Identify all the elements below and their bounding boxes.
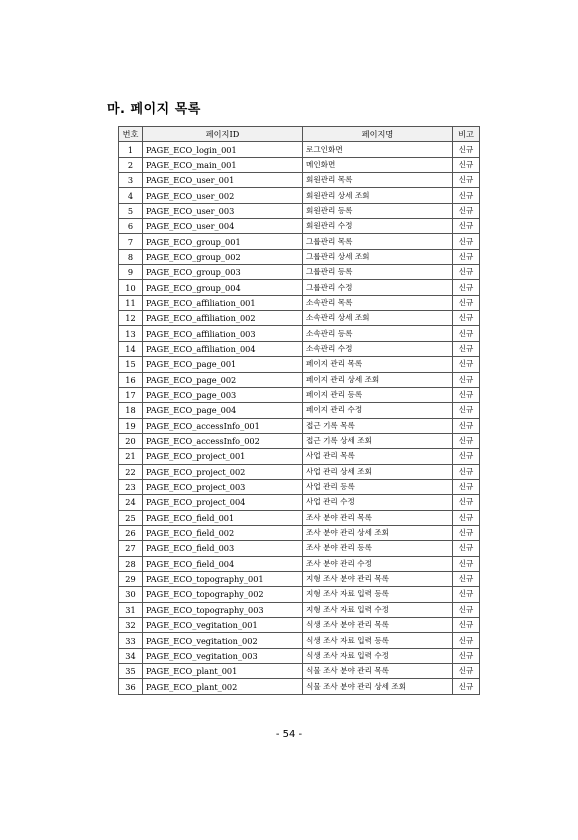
cell-page-name: 접근 기록 상세 조회 (303, 433, 453, 448)
cell-note: 신규 (453, 249, 480, 264)
cell-no: 19 (119, 418, 143, 433)
header-note: 비고 (453, 127, 480, 142)
cell-page-id: PAGE_ECO_field_001 (143, 510, 303, 525)
cell-page-id: PAGE_ECO_group_004 (143, 280, 303, 295)
table-row (119, 418, 480, 433)
cell-page-name: 조사 분야 관리 등록 (303, 541, 453, 556)
table-row (119, 173, 480, 188)
cell-page-id: PAGE_ECO_page_003 (143, 387, 303, 402)
header-page-id: 페이지ID (143, 127, 303, 142)
cell-page-id: PAGE_ECO_vegitation_003 (143, 648, 303, 663)
header-page-name: 페이지명 (303, 127, 453, 142)
cell-page-id: PAGE_ECO_main_001 (143, 157, 303, 172)
cell-page-id: PAGE_ECO_vegitation_001 (143, 618, 303, 633)
cell-no: 29 (119, 571, 143, 586)
cell-page-name: 식생 조사 분야 관리 목록 (303, 618, 453, 633)
table-row (119, 188, 480, 203)
cell-no: 15 (119, 357, 143, 372)
cell-no: 10 (119, 280, 143, 295)
cell-page-name: 식생 조사 자료 입력 수정 (303, 648, 453, 663)
table-row (119, 157, 480, 172)
cell-page-name: 그룹관리 상세 조회 (303, 249, 453, 264)
cell-note: 신규 (453, 602, 480, 617)
cell-note: 신규 (453, 556, 480, 571)
table-row (119, 234, 480, 249)
table-row (119, 495, 480, 510)
header-no: 번호 (119, 127, 143, 142)
table-row (119, 295, 480, 310)
cell-note: 신규 (453, 664, 480, 679)
cell-note: 신규 (453, 495, 480, 510)
cell-page-name: 소속관리 등록 (303, 326, 453, 341)
table-row (119, 311, 480, 326)
cell-page-id: PAGE_ECO_field_003 (143, 541, 303, 556)
cell-note: 신규 (453, 510, 480, 525)
cell-page-id: PAGE_ECO_affiliation_003 (143, 326, 303, 341)
cell-note: 신규 (453, 357, 480, 372)
cell-no: 11 (119, 295, 143, 310)
cell-note: 신규 (453, 433, 480, 448)
cell-note: 신규 (453, 571, 480, 586)
table-row (119, 403, 480, 418)
cell-no: 20 (119, 433, 143, 448)
cell-page-id: PAGE_ECO_topography_001 (143, 571, 303, 586)
cell-page-name: 조사 분야 관리 상세 조회 (303, 525, 453, 540)
cell-no: 34 (119, 648, 143, 663)
table-row (119, 219, 480, 234)
cell-no: 24 (119, 495, 143, 510)
cell-no: 26 (119, 525, 143, 540)
cell-note: 신규 (453, 387, 480, 402)
cell-no: 13 (119, 326, 143, 341)
cell-page-name: 그룹관리 등록 (303, 265, 453, 280)
cell-page-name: 접근 기록 목록 (303, 418, 453, 433)
cell-note: 신규 (453, 479, 480, 494)
cell-note: 신규 (453, 403, 480, 418)
cell-page-name: 페이지 관리 목록 (303, 357, 453, 372)
cell-page-name: 식물 조사 분야 관리 목록 (303, 664, 453, 679)
cell-page-id: PAGE_ECO_accessInfo_002 (143, 433, 303, 448)
cell-page-name: 사업 관리 등록 (303, 479, 453, 494)
cell-page-name: 그룹관리 목록 (303, 234, 453, 249)
table-body (119, 142, 480, 694)
cell-page-id: PAGE_ECO_plant_002 (143, 679, 303, 694)
cell-page-name: 지형 조사 자료 입력 등록 (303, 587, 453, 602)
cell-note: 신규 (453, 265, 480, 280)
cell-page-id: PAGE_ECO_affiliation_002 (143, 311, 303, 326)
cell-page-name: 회원관리 상세 조회 (303, 188, 453, 203)
cell-page-name: 메인화면 (303, 157, 453, 172)
cell-note: 신규 (453, 618, 480, 633)
cell-page-name: 조사 분야 관리 목록 (303, 510, 453, 525)
cell-no: 33 (119, 633, 143, 648)
cell-page-id: PAGE_ECO_user_001 (143, 173, 303, 188)
cell-note: 신규 (453, 280, 480, 295)
cell-note: 신규 (453, 418, 480, 433)
cell-page-id: PAGE_ECO_topography_002 (143, 587, 303, 602)
section-heading: 마. 페이지 목록 (107, 102, 201, 117)
cell-no: 32 (119, 618, 143, 633)
cell-no: 35 (119, 664, 143, 679)
table-row (119, 449, 480, 464)
cell-page-id: PAGE_ECO_project_004 (143, 495, 303, 510)
cell-note: 신규 (453, 449, 480, 464)
table-row (119, 541, 480, 556)
table-row (119, 525, 480, 540)
cell-note: 신규 (453, 648, 480, 663)
page-number: - 54 - (275, 729, 303, 740)
cell-note: 신규 (453, 173, 480, 188)
table-row (119, 341, 480, 356)
cell-page-id: PAGE_ECO_project_002 (143, 464, 303, 479)
table-row (119, 249, 480, 264)
cell-page-id: PAGE_ECO_group_001 (143, 234, 303, 249)
cell-page-name: 로그인화면 (303, 142, 453, 157)
cell-no: 4 (119, 188, 143, 203)
cell-page-id: PAGE_ECO_plant_001 (143, 664, 303, 679)
cell-page-id: PAGE_ECO_project_001 (143, 449, 303, 464)
cell-no: 3 (119, 173, 143, 188)
cell-no: 1 (119, 142, 143, 157)
cell-page-name: 조사 분야 관리 수정 (303, 556, 453, 571)
cell-page-id: PAGE_ECO_user_003 (143, 203, 303, 218)
table-row (119, 372, 480, 387)
cell-no: 27 (119, 541, 143, 556)
table-row (119, 479, 480, 494)
cell-page-name: 페이지 관리 수정 (303, 403, 453, 418)
table-row (119, 203, 480, 218)
cell-page-id: PAGE_ECO_field_004 (143, 556, 303, 571)
cell-page-name: 소속관리 수정 (303, 341, 453, 356)
table-row (119, 587, 480, 602)
cell-page-id: PAGE_ECO_topography_003 (143, 602, 303, 617)
cell-no: 7 (119, 234, 143, 249)
cell-note: 신규 (453, 633, 480, 648)
table-row (119, 142, 480, 157)
cell-page-id: PAGE_ECO_accessInfo_001 (143, 418, 303, 433)
cell-note: 신규 (453, 311, 480, 326)
table-row (119, 357, 480, 372)
cell-no: 25 (119, 510, 143, 525)
cell-no: 17 (119, 387, 143, 402)
cell-page-name: 페이지 관리 등록 (303, 387, 453, 402)
cell-page-name: 소속관리 상세 조회 (303, 311, 453, 326)
table-row (119, 556, 480, 571)
table-row (119, 602, 480, 617)
cell-page-name: 회원관리 등록 (303, 203, 453, 218)
cell-page-name: 페이지 관리 상세 조회 (303, 372, 453, 387)
cell-note: 신규 (453, 464, 480, 479)
cell-no: 16 (119, 372, 143, 387)
cell-no: 36 (119, 679, 143, 694)
cell-page-name: 식물 조사 분야 관리 상세 조회 (303, 679, 453, 694)
cell-no: 18 (119, 403, 143, 418)
cell-no: 28 (119, 556, 143, 571)
cell-note: 신규 (453, 326, 480, 341)
cell-page-id: PAGE_ECO_field_002 (143, 525, 303, 540)
cell-no: 31 (119, 602, 143, 617)
cell-no: 6 (119, 219, 143, 234)
cell-page-id: PAGE_ECO_group_002 (143, 249, 303, 264)
cell-no: 21 (119, 449, 143, 464)
table-row (119, 664, 480, 679)
cell-page-id: PAGE_ECO_page_004 (143, 403, 303, 418)
cell-no: 9 (119, 265, 143, 280)
cell-page-name: 사업 관리 목록 (303, 449, 453, 464)
cell-page-id: PAGE_ECO_group_003 (143, 265, 303, 280)
table-row (119, 571, 480, 586)
table-row (119, 618, 480, 633)
cell-page-name: 회원관리 수정 (303, 219, 453, 234)
cell-page-id: PAGE_ECO_project_003 (143, 479, 303, 494)
cell-page-id: PAGE_ECO_login_001 (143, 142, 303, 157)
cell-note: 신규 (453, 234, 480, 249)
table-row (119, 464, 480, 479)
cell-no: 14 (119, 341, 143, 356)
table-header-row (119, 127, 480, 142)
table-row (119, 633, 480, 648)
table-row (119, 265, 480, 280)
cell-note: 신규 (453, 295, 480, 310)
cell-page-name: 지형 조사 분야 관리 목록 (303, 571, 453, 586)
cell-page-id: PAGE_ECO_page_001 (143, 357, 303, 372)
cell-note: 신규 (453, 341, 480, 356)
cell-note: 신규 (453, 219, 480, 234)
cell-page-name: 소속관리 목록 (303, 295, 453, 310)
table-row (119, 648, 480, 663)
table-row (119, 510, 480, 525)
cell-page-name: 사업 관리 수정 (303, 495, 453, 510)
cell-page-id: PAGE_ECO_affiliation_001 (143, 295, 303, 310)
cell-page-id: PAGE_ECO_vegitation_002 (143, 633, 303, 648)
table-row (119, 326, 480, 341)
cell-note: 신규 (453, 203, 480, 218)
cell-no: 5 (119, 203, 143, 218)
cell-page-name: 지형 조사 자료 입력 수정 (303, 602, 453, 617)
cell-note: 신규 (453, 372, 480, 387)
cell-no: 22 (119, 464, 143, 479)
cell-page-name: 그룹관리 수정 (303, 280, 453, 295)
cell-note: 신규 (453, 587, 480, 602)
table-row (119, 679, 480, 694)
cell-no: 2 (119, 157, 143, 172)
cell-note: 신규 (453, 525, 480, 540)
cell-note: 신규 (453, 679, 480, 694)
cell-note: 신규 (453, 188, 480, 203)
cell-no: 23 (119, 479, 143, 494)
cell-page-id: PAGE_ECO_page_002 (143, 372, 303, 387)
page-list-table (118, 126, 480, 695)
cell-page-name: 회원관리 목록 (303, 173, 453, 188)
cell-page-name: 식생 조사 자료 입력 등록 (303, 633, 453, 648)
table-row (119, 387, 480, 402)
table-row (119, 433, 480, 448)
cell-no: 12 (119, 311, 143, 326)
cell-note: 신규 (453, 142, 480, 157)
cell-page-id: PAGE_ECO_user_002 (143, 188, 303, 203)
cell-page-id: PAGE_ECO_affiliation_004 (143, 341, 303, 356)
cell-no: 30 (119, 587, 143, 602)
cell-note: 신규 (453, 157, 480, 172)
cell-no: 8 (119, 249, 143, 264)
table-row (119, 280, 480, 295)
cell-note: 신규 (453, 541, 480, 556)
cell-page-name: 사업 관리 상세 조회 (303, 464, 453, 479)
cell-page-id: PAGE_ECO_user_004 (143, 219, 303, 234)
